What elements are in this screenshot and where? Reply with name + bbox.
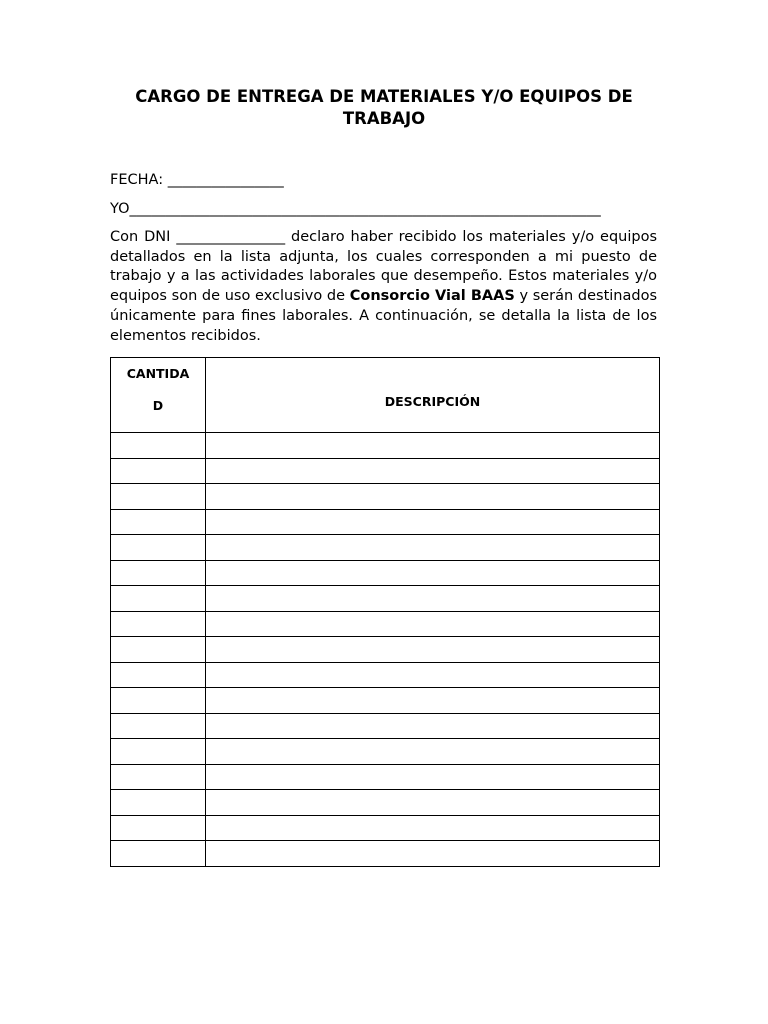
descripcion-cell[interactable] <box>206 560 660 586</box>
table-row <box>111 509 660 535</box>
descripcion-cell[interactable] <box>206 764 660 790</box>
descripcion-cell[interactable] <box>206 458 660 484</box>
table-row <box>111 662 660 688</box>
cantidad-cell[interactable] <box>111 611 206 637</box>
cantidad-cell[interactable] <box>111 841 206 867</box>
header-cantidad-line2: D <box>152 398 164 413</box>
cantidad-cell[interactable] <box>111 713 206 739</box>
table-row <box>111 688 660 714</box>
header-cantidad-line1: CANTIDA <box>126 366 190 381</box>
table-row <box>111 637 660 663</box>
descripcion-cell[interactable] <box>206 637 660 663</box>
cantidad-cell[interactable] <box>111 764 206 790</box>
table-row <box>111 739 660 765</box>
table-row <box>111 535 660 561</box>
table-row <box>111 713 660 739</box>
table-row <box>111 611 660 637</box>
table-row <box>111 586 660 612</box>
table-row <box>111 841 660 867</box>
declaration-paragraph <box>110 228 657 346</box>
descripcion-cell[interactable] <box>206 586 660 612</box>
document-title: CARGO DE ENTREGA DE MATERIALES Y/O EQUIPOS DE TRABAJO <box>135 87 633 128</box>
cantidad-cell[interactable] <box>111 790 206 816</box>
fecha-line: FECHA: ________________ <box>110 172 284 188</box>
table-row <box>111 433 660 459</box>
cantidad-cell[interactable] <box>111 509 206 535</box>
descripcion-cell[interactable] <box>206 535 660 561</box>
company-name: Consorcio Vial BAAS <box>349 288 515 305</box>
table-row <box>111 815 660 841</box>
cantidad-cell[interactable] <box>111 560 206 586</box>
cantidad-cell[interactable] <box>111 815 206 841</box>
descripcion-cell[interactable] <box>206 713 660 739</box>
cantidad-cell[interactable] <box>111 433 206 459</box>
descripcion-cell[interactable] <box>206 484 660 510</box>
cantidad-cell[interactable] <box>111 535 206 561</box>
header-descripcion: DESCRIPCIÓN <box>206 358 660 433</box>
cantidad-cell[interactable] <box>111 458 206 484</box>
declaration-text-part2: y serán destinados únicamente para fines laborales. A continuación, se detalla la lista de los elementos recibidos. <box>110 288 657 344</box>
yo-line: YO_________________________________________________________________ <box>110 201 601 217</box>
table-row <box>111 790 660 816</box>
descripcion-cell[interactable] <box>206 815 660 841</box>
descripcion-cell[interactable] <box>206 611 660 637</box>
cantidad-cell[interactable] <box>111 662 206 688</box>
descripcion-cell[interactable] <box>206 790 660 816</box>
descripcion-cell[interactable] <box>206 662 660 688</box>
cantidad-cell[interactable] <box>111 637 206 663</box>
descripcion-cell[interactable] <box>206 433 660 459</box>
table-row <box>111 484 660 510</box>
table-header-row <box>111 358 660 433</box>
descripcion-cell[interactable] <box>206 841 660 867</box>
cantidad-cell[interactable] <box>111 484 206 510</box>
cantidad-cell[interactable] <box>111 688 206 714</box>
descripcion-cell[interactable] <box>206 739 660 765</box>
cantidad-cell[interactable] <box>111 739 206 765</box>
table-row <box>111 764 660 790</box>
header-cantidad <box>111 358 206 433</box>
items-table <box>110 357 660 867</box>
declaration-text-part1: Con DNI _______________ declaro haber recibido los materiales y/o equipos detallados en la lista adjunta, los cuales corresponden a mi puesto de trabajo y a las actividades laborales que desempeño. Estos materiales y/o equipos son de uso exclusivo de <box>110 229 657 305</box>
cantidad-cell[interactable] <box>111 586 206 612</box>
descripcion-cell[interactable] <box>206 688 660 714</box>
table-body <box>111 433 660 867</box>
descripcion-cell[interactable] <box>206 509 660 535</box>
table-row <box>111 458 660 484</box>
table-row <box>111 560 660 586</box>
